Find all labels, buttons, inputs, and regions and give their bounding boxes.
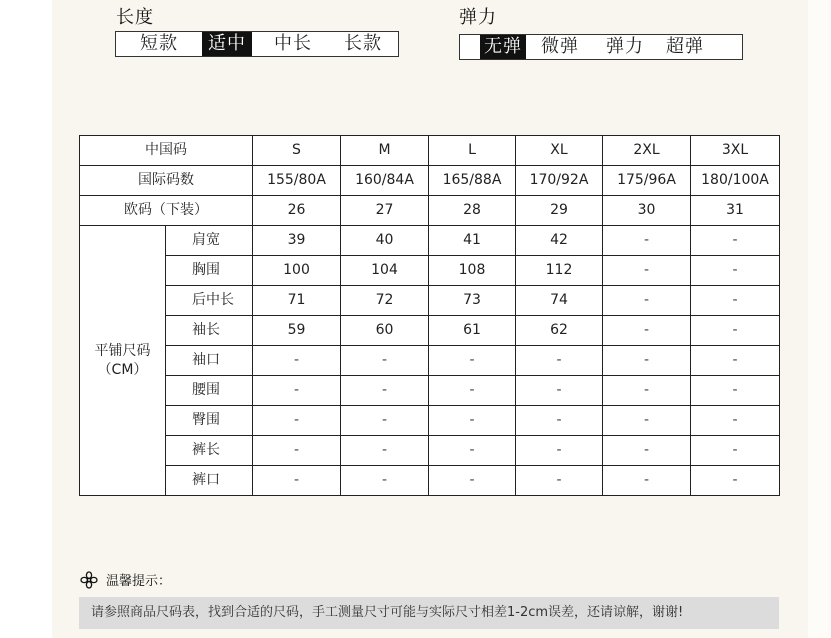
group-label: 平铺尺码 （CM） <box>80 226 166 496</box>
table-cell: - <box>603 256 691 286</box>
table-cell: 27 <box>341 196 429 226</box>
size-cell: M <box>341 136 429 166</box>
row-label: 袖长 <box>166 316 253 346</box>
row-label: 胸围 <box>166 256 253 286</box>
table-cell: 104 <box>341 256 429 286</box>
row-label: 腰围 <box>166 376 253 406</box>
table-cell: - <box>341 376 429 406</box>
table-cell: - <box>691 436 780 466</box>
table-cell: 155/80A <box>253 166 341 196</box>
table-cell: 41 <box>429 226 516 256</box>
row-label: 裤长 <box>166 436 253 466</box>
table-cell: 28 <box>429 196 516 226</box>
table-cell: - <box>429 466 516 496</box>
table-cell: 42 <box>516 226 603 256</box>
intl-label: 国际码数 <box>80 166 253 196</box>
table-cell: 165/88A <box>429 166 516 196</box>
row-label: 袖口 <box>166 346 253 376</box>
table-cell: 60 <box>341 316 429 346</box>
table-cell: - <box>691 256 780 286</box>
length-option-mid-long: 中长 <box>274 33 312 54</box>
table-cell: - <box>603 226 691 256</box>
table-cell: - <box>429 376 516 406</box>
table-cell: - <box>341 346 429 376</box>
length-option-short: 短款 <box>140 33 178 54</box>
right-margin <box>808 0 831 638</box>
table-cell: - <box>603 346 691 376</box>
size-cell: 2XL <box>603 136 691 166</box>
table-cell: - <box>603 406 691 436</box>
table-cell: 170/92A <box>516 166 603 196</box>
table-cell: 26 <box>253 196 341 226</box>
measure-row <box>80 286 780 316</box>
table-cell: - <box>516 376 603 406</box>
elasticity-option-super: 超弹 <box>666 36 704 57</box>
table-cell: - <box>429 406 516 436</box>
table-cell: - <box>253 466 341 496</box>
measure-row <box>80 316 780 346</box>
row-label: 肩宽 <box>166 226 253 256</box>
measure-row <box>80 256 780 286</box>
table-cell: 100 <box>253 256 341 286</box>
table-cell: - <box>253 376 341 406</box>
table-cell: - <box>253 436 341 466</box>
table-cell: 71 <box>253 286 341 316</box>
table-cell: - <box>691 466 780 496</box>
length-option-long: 长款 <box>344 33 382 54</box>
table-cell: 29 <box>516 196 603 226</box>
table-cell: 59 <box>253 316 341 346</box>
eu-row <box>80 196 780 226</box>
elasticity-option-none: 无弹 <box>480 35 526 59</box>
table-cell: - <box>603 376 691 406</box>
table-cell: 30 <box>603 196 691 226</box>
table-cell: 62 <box>516 316 603 346</box>
table-cell: - <box>341 406 429 436</box>
size-cell: XL <box>516 136 603 166</box>
table-cell: - <box>253 346 341 376</box>
table-cell: - <box>603 316 691 346</box>
size-cell: S <box>253 136 341 166</box>
measure-row <box>80 346 780 376</box>
table-cell: - <box>341 466 429 496</box>
table-cell: - <box>603 466 691 496</box>
elasticity-options <box>459 34 743 60</box>
row-label: 臀围 <box>166 406 253 436</box>
table-cell: - <box>253 406 341 436</box>
table-cell: 74 <box>516 286 603 316</box>
table-cell: 175/96A <box>603 166 691 196</box>
elasticity-title: 弹力 <box>459 7 497 28</box>
tip-title: 温馨提示： <box>106 574 172 589</box>
intl-row <box>80 166 780 196</box>
header-label: 中国码 <box>80 136 253 166</box>
elasticity-option-slight: 微弹 <box>541 36 579 57</box>
length-option-medium: 适中 <box>202 32 252 56</box>
eu-label: 欧码（下装） <box>80 196 253 226</box>
measure-row <box>80 226 780 256</box>
measure-row <box>80 466 780 496</box>
table-cell: 112 <box>516 256 603 286</box>
table-cell: 73 <box>429 286 516 316</box>
table-cell: - <box>516 346 603 376</box>
table-cell: - <box>691 286 780 316</box>
table-cell: 72 <box>341 286 429 316</box>
length-options <box>115 31 399 57</box>
table-cell: - <box>341 436 429 466</box>
table-cell: 160/84A <box>341 166 429 196</box>
measure-row <box>80 436 780 466</box>
table-cell: - <box>516 466 603 496</box>
table-cell: 31 <box>691 196 780 226</box>
header-row <box>80 136 780 166</box>
size-table <box>79 135 780 496</box>
table-cell: 108 <box>429 256 516 286</box>
elasticity-option-elastic: 弹力 <box>606 36 644 57</box>
table-cell: - <box>429 346 516 376</box>
tip-text: 请参照商品尺码表，找到合适的尺码，手工测量尺寸可能与实际尺寸相差1-2cm误差，还请谅解，谢谢! <box>79 597 779 629</box>
table-cell: - <box>603 436 691 466</box>
row-label: 裤口 <box>166 466 253 496</box>
table-cell: - <box>429 436 516 466</box>
table-cell: 61 <box>429 316 516 346</box>
table-cell: - <box>691 376 780 406</box>
table-cell: 39 <box>253 226 341 256</box>
flower-icon <box>80 571 98 589</box>
table-cell: - <box>516 406 603 436</box>
length-title: 长度 <box>116 7 154 28</box>
table-cell: 40 <box>341 226 429 256</box>
table-cell: - <box>691 406 780 436</box>
measure-row <box>80 406 780 436</box>
row-label: 后中长 <box>166 286 253 316</box>
table-cell: - <box>516 436 603 466</box>
table-cell: 180/100A <box>691 166 780 196</box>
table-cell: - <box>603 286 691 316</box>
size-cell: L <box>429 136 516 166</box>
table-cell: - <box>691 346 780 376</box>
table-cell: - <box>691 226 780 256</box>
tip-header <box>80 570 171 589</box>
table-cell: - <box>691 316 780 346</box>
measure-row <box>80 376 780 406</box>
size-cell: 3XL <box>691 136 780 166</box>
